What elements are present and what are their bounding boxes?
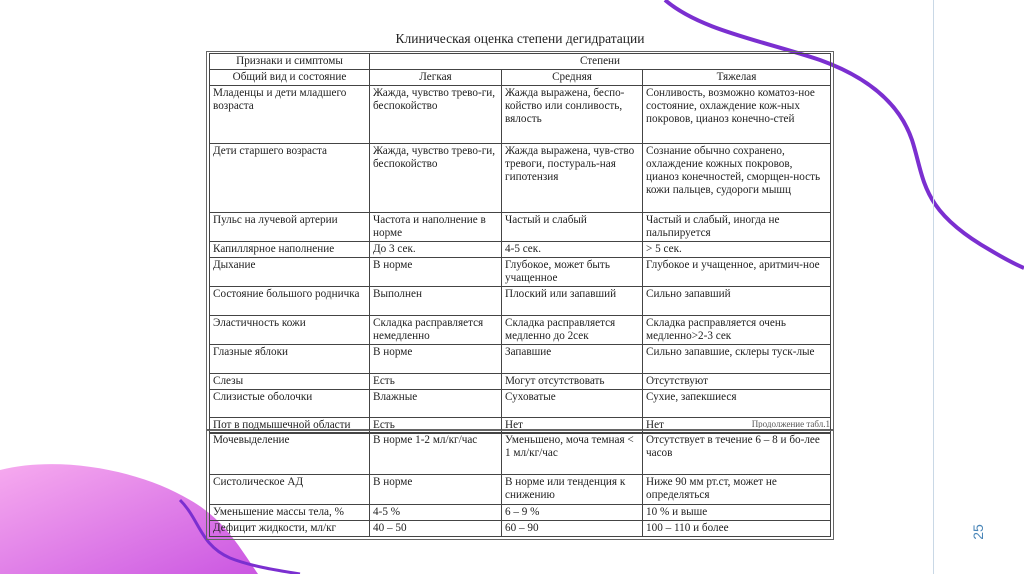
cell-mild: Есть xyxy=(370,374,502,390)
table-row xyxy=(210,316,831,345)
cell-sign: Младенцы и дети младшего возраста xyxy=(210,86,370,144)
table-row xyxy=(210,144,831,213)
cell-moderate: Глубокое, может быть учащенное xyxy=(502,258,643,287)
table-row xyxy=(210,505,831,521)
cell-severe: 100 – 110 и более xyxy=(643,521,831,537)
cell-sign: Слизистые оболочки xyxy=(210,390,370,418)
cell-severe: Сухие, запекшиеся xyxy=(643,390,831,418)
cell-sign: Дыхание xyxy=(210,258,370,287)
cell-moderate: Жажда выражена, чув-ство тревоги, постураль-ная гипотензия xyxy=(502,144,643,213)
cell-mild: В норме xyxy=(370,345,502,374)
cell-sign: Глазные яблоки xyxy=(210,345,370,374)
cell-severe: Отсутствует в течение 6 – 8 и бо-лее часов xyxy=(643,433,831,475)
cell-moderate: 6 – 9 % xyxy=(502,505,643,521)
cell-sign: Дети старшего возраста xyxy=(210,144,370,213)
cell-sign: Эластичность кожи xyxy=(210,316,370,345)
cell-moderate: Плоский или запавший xyxy=(502,287,643,316)
table-row xyxy=(210,433,831,475)
cell-mild: Влажные xyxy=(370,390,502,418)
cell-sign: Уменьшение массы тела, % xyxy=(210,505,370,521)
table-row xyxy=(210,86,831,144)
cell-moderate: В норме или тенденция к снижению xyxy=(502,475,643,505)
continuation-note: Продолжение табл.1 xyxy=(751,420,830,428)
table-row xyxy=(210,374,831,390)
cell-severe: Сильно запавший xyxy=(643,287,831,316)
cell-sign: Пот в подмышечной области xyxy=(210,418,370,434)
cell-moderate: Уменьшено, моча темная < 1 мл/кг/час xyxy=(502,433,643,475)
cell-moderate: Суховатые xyxy=(502,390,643,418)
cell-mild: Жажда, чувство трево-ги, беспокойство xyxy=(370,86,502,144)
cell-severe: > 5 сек. xyxy=(643,242,831,258)
cell-sign: Мочевыделение xyxy=(210,433,370,475)
cell-severe: Глубокое и учащенное, аритмич-ное xyxy=(643,258,831,287)
cell-mild: Частота и наполнение в норме xyxy=(370,213,502,242)
cell-mild: 40 – 50 xyxy=(370,521,502,537)
cell-severe: Отсутствуют xyxy=(643,374,831,390)
cell-severe: Частый и слабый, иногда не пальпируется xyxy=(643,213,831,242)
cell-moderate: Нет xyxy=(502,418,643,434)
cell-moderate: Частый и слабый xyxy=(502,213,643,242)
right-guide-line xyxy=(933,0,934,574)
header-severe: Тяжелая xyxy=(643,70,831,86)
cell-mild: 4-5 % xyxy=(370,505,502,521)
cell-moderate: 4-5 сек. xyxy=(502,242,643,258)
header-degrees: Степени xyxy=(370,54,831,70)
table-title: Клиническая оценка степени дегидратации xyxy=(395,31,645,46)
cell-severe: Складка расправляется очень медленно>2-3 сек xyxy=(643,316,831,345)
page-number: 25 xyxy=(970,524,986,540)
cell-mild: До 3 сек. xyxy=(370,242,502,258)
cell-moderate: Могут отсутствовать xyxy=(502,374,643,390)
header-mild: Легкая xyxy=(370,70,502,86)
cell-severe: Сильно запавшие, склеры туск-лые xyxy=(643,345,831,374)
cell-mild: Складка расправляется немедленно xyxy=(370,316,502,345)
header-moderate: Средняя xyxy=(502,70,643,86)
cell-mild: В норме 1-2 мл/кг/час xyxy=(370,433,502,475)
cell-moderate: Запавшие xyxy=(502,345,643,374)
dehydration-table xyxy=(209,53,831,434)
table-row xyxy=(210,521,831,537)
cell-severe: Сознание обычно сохранено, охлаждение кожных покровов, цианоз конечностей, сморщен-ность кожи пальцев, судороги мышц xyxy=(643,144,831,213)
cell-severe: Ниже 90 мм рт.ст, может не определяться xyxy=(643,475,831,505)
cell-sign: Слезы xyxy=(210,374,370,390)
header-signs: Признаки и симптомы xyxy=(210,54,370,70)
table-row xyxy=(210,213,831,242)
header-row xyxy=(210,54,831,70)
cell-severe: Сонливость, возможно коматоз-ное состояние, охлаждение кож-ных покровов, цианоз конечно-стей xyxy=(643,86,831,144)
cell-sign: Состояние большого родничка xyxy=(210,287,370,316)
cell-severe: Нет xyxy=(643,418,831,434)
cell-sign: Систолическое АД xyxy=(210,475,370,505)
cell-moderate: Жажда выражена, беспо-койство или сонливость, вялость xyxy=(502,86,643,144)
cell-sign: Дефицит жидкости, мл/кг xyxy=(210,521,370,537)
table-row xyxy=(210,287,831,316)
header-general: Общий вид и состояние xyxy=(210,70,370,86)
cell-sign: Капиллярное наполнение xyxy=(210,242,370,258)
table-row xyxy=(210,475,831,505)
header-row xyxy=(210,70,831,86)
table-row xyxy=(210,390,831,418)
dehydration-table-continued xyxy=(209,432,831,537)
table-row xyxy=(210,345,831,374)
cell-severe: 10 % и выше xyxy=(643,505,831,521)
table-row xyxy=(210,242,831,258)
cell-mild: Выполнен xyxy=(370,287,502,316)
cell-mild: Жажда, чувство трево-ги, беспокойство xyxy=(370,144,502,213)
cell-mild: В норме xyxy=(370,475,502,505)
cell-mild: Есть xyxy=(370,418,502,434)
cell-mild: В норме xyxy=(370,258,502,287)
cell-sign: Пульс на лучевой артерии xyxy=(210,213,370,242)
cell-moderate: 60 – 90 xyxy=(502,521,643,537)
table-row xyxy=(210,258,831,287)
cell-moderate: Складка расправляется медленно до 2сек xyxy=(502,316,643,345)
